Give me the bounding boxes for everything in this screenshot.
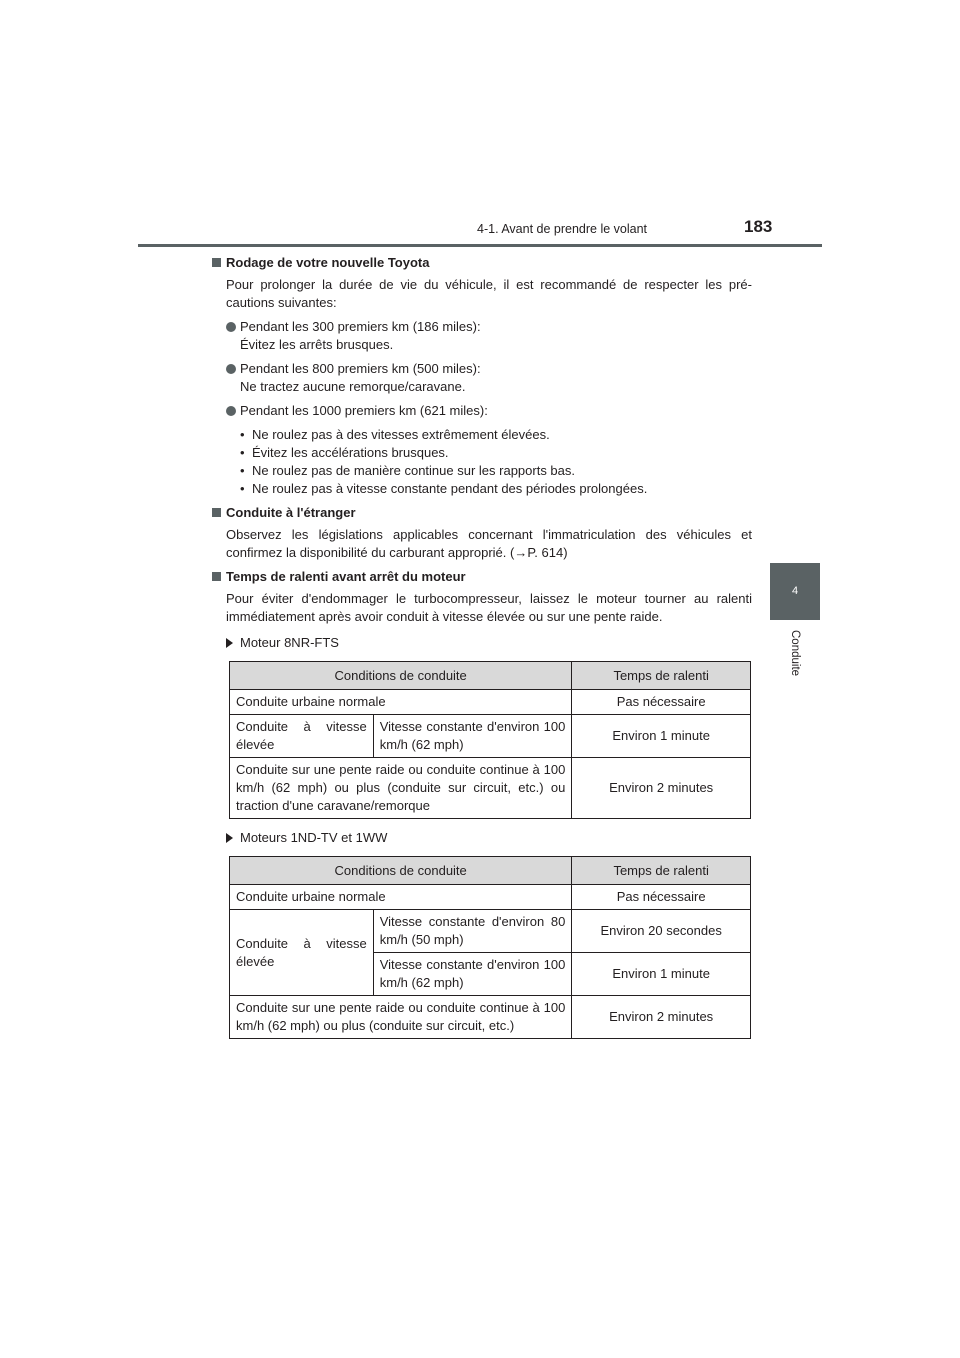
list-item: Pendant les 1000 premiers km (621 miles): bbox=[226, 402, 752, 420]
table-header-time: Temps de ralenti bbox=[572, 857, 751, 885]
sub-list-item: • Évitez les accélérations brusques. bbox=[240, 444, 752, 462]
engine-label-1nd: Moteurs 1ND-TV et 1WW bbox=[226, 829, 752, 847]
table-cell: Environ 2 minutes bbox=[572, 996, 751, 1039]
table-cell: Vitesse constante d'environ 80 km/h (50 mph) bbox=[373, 910, 572, 953]
table-header-conditions: Conditions de conduite bbox=[230, 662, 572, 690]
page-number: 183 bbox=[744, 217, 773, 236]
chapter-tab[interactable]: 4 bbox=[770, 563, 820, 620]
table-cell: Conduite sur une pente raide ou conduite continue à 100 km/h (62 mph) ou plus (conduite sur circuit, etc.) bbox=[230, 996, 572, 1039]
engine-label-8nr: Moteur 8NR-FTS bbox=[226, 634, 752, 652]
idle-table-1nd bbox=[229, 856, 751, 1039]
table-row bbox=[230, 715, 751, 758]
table-cell: Conduite à vitesse élevée bbox=[230, 910, 374, 996]
sub-list bbox=[240, 426, 752, 498]
header-rule bbox=[138, 244, 822, 247]
triangle-arrow-icon bbox=[226, 638, 233, 648]
table-row bbox=[230, 690, 751, 715]
circle-bullet-icon bbox=[226, 322, 236, 332]
table-cell: Environ 2 minutes bbox=[572, 758, 751, 819]
table-cell: Pas nécessaire bbox=[572, 690, 751, 715]
table-row bbox=[230, 996, 751, 1039]
table-header-conditions: Conditions de conduite bbox=[230, 857, 572, 885]
page-content bbox=[212, 254, 752, 1039]
square-bullet-icon bbox=[212, 258, 221, 267]
list-item: Pendant les 800 premiers km (500 miles): Ne tractez aucune remorque/caravane. bbox=[226, 360, 752, 396]
list-item: Pendant les 300 premiers km (186 miles): Évitez les arrêts brusques. bbox=[226, 318, 752, 354]
table-row bbox=[230, 910, 751, 953]
header-section-title: 4-1. Avant de prendre le volant bbox=[477, 222, 648, 236]
triangle-arrow-icon bbox=[226, 833, 233, 843]
sub-list-item: • Ne roulez pas de manière continue sur les rapports bas. bbox=[240, 462, 752, 480]
table-header-time: Temps de ralenti bbox=[572, 662, 751, 690]
sub-list-item: • Ne roulez pas à des vitesses extrêmement élevées. bbox=[240, 426, 752, 444]
section-heading-rodage: Rodage de votre nouvelle Toyota bbox=[212, 254, 752, 272]
table-cell: Environ 20 secondes bbox=[572, 910, 751, 953]
table-cell: Pas nécessaire bbox=[572, 885, 751, 910]
rodage-intro: Pour prolonger la durée de vie du véhicule, il est recommandé de respecter les pré-cautions suivantes: bbox=[226, 277, 752, 310]
square-bullet-icon bbox=[212, 508, 221, 517]
table-row bbox=[230, 758, 751, 819]
table-row bbox=[230, 885, 751, 910]
table-cell: Conduite urbaine normale bbox=[230, 690, 572, 715]
idle-table-8nr bbox=[229, 661, 751, 819]
table-cell: Conduite urbaine normale bbox=[230, 885, 572, 910]
table-cell: Environ 1 minute bbox=[572, 715, 751, 758]
etranger-text: Observez les législations applicables concernant l'immatriculation des véhicules et confirmez la disponibilité du carburant approprié. (→P. 614) bbox=[226, 527, 752, 560]
sub-list-item: • Ne roulez pas à vitesse constante pendant des périodes prolongées. bbox=[240, 480, 752, 498]
square-bullet-icon bbox=[212, 572, 221, 581]
table-cell: Conduite à vitesse élevée bbox=[230, 715, 374, 758]
table-cell: Conduite sur une pente raide ou conduite continue à 100 km/h (62 mph) ou plus (conduite sur circuit, etc.) ou traction d'une caravane/remorque bbox=[230, 758, 572, 819]
circle-bullet-icon bbox=[226, 406, 236, 416]
table-cell: Vitesse constante d'environ 100 km/h (62 mph) bbox=[373, 953, 572, 996]
section-heading-etranger: Conduite à l'étranger bbox=[212, 504, 752, 522]
circle-bullet-icon bbox=[226, 364, 236, 374]
table-cell: Vitesse constante d'environ 100 km/h (62 mph) bbox=[373, 715, 572, 758]
table-cell: Environ 1 minute bbox=[572, 953, 751, 996]
ralenti-text: Pour éviter d'endommager le turbocompresseur, laissez le moteur tourner au ralenti immédiatement après avoir conduit à vitesse élevée ou sur une pente raide. bbox=[226, 591, 752, 624]
section-heading-ralenti: Temps de ralenti avant arrêt du moteur bbox=[212, 568, 752, 586]
chapter-label: Conduite bbox=[789, 630, 801, 677]
